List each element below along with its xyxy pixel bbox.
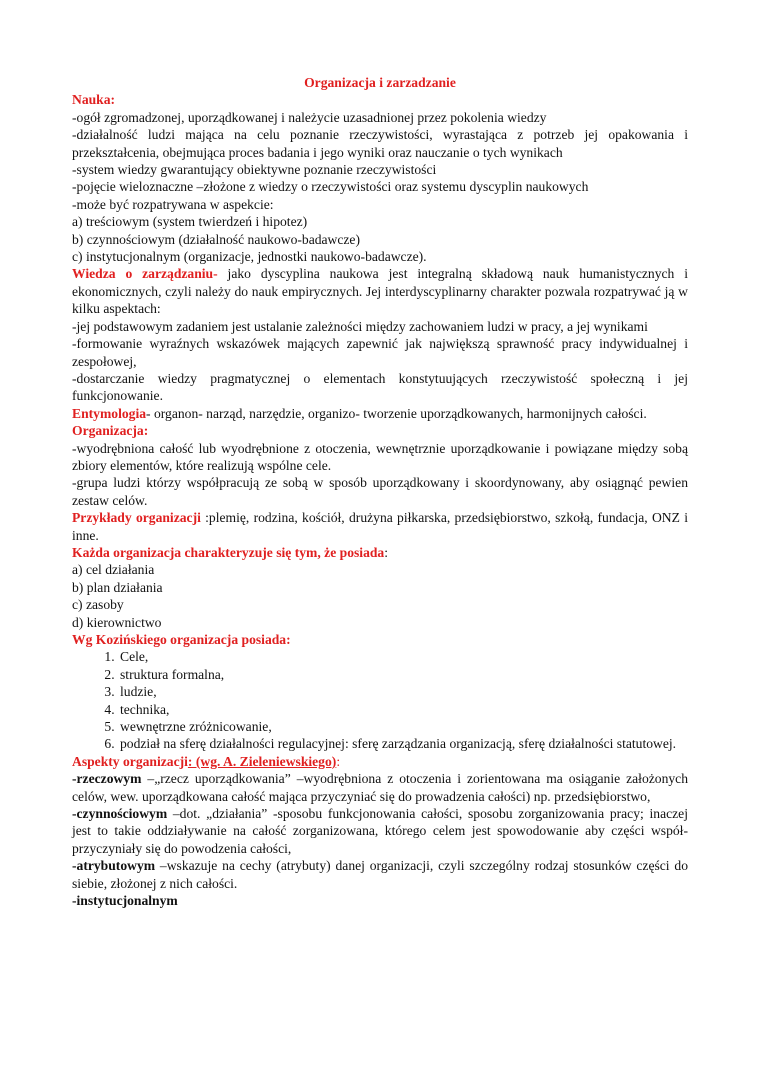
aspekt-text: –dot. „działania” -sposobu funkcjonowania całości, sposobu zorganizowania pracy; inaczej jest to takie oddziaływanie na całość zorganizowana, którego celem jest spowodowanie aby części współ-przyczyniały się do powodzenia całości, — [72, 806, 688, 856]
nauka-line: a) treściowym (system twierdzeń i hipotez) — [72, 214, 308, 230]
nauka-line: -ogół zgromadzonej, uporządkowanej i należycie uzasadnionej przez pokolenia wiedzy — [72, 109, 547, 125]
organizacja-line: -wyodrębniona całość lub wyodrębnione z otoczenia, wewnętrznie uporządkowanie i powiązane między sobą zbiory elementów, które realizują wspólne cele. — [72, 440, 688, 473]
wiedza-line: -dostarczanie wiedzy pragmatycznej o elementach konstytuujących rzeczywistość społeczną i jej funkcjonowanie. — [72, 370, 688, 404]
przyklady-paragraph — [72, 509, 688, 544]
wiedza-line: -jej podstawowym zadaniem jest ustalanie zależności między zachowaniem ludzi w pracy, a jej wynikami — [72, 318, 648, 334]
aspekty-colon: : — [336, 753, 341, 769]
kazda-item: a) cel działania — [72, 562, 155, 578]
kazda-heading-line — [72, 544, 688, 561]
organizacja-line: -grupa ludzi którzy współpracują ze sobą w sposób uporządkowany i skoordynowany, aby osiągnąć pewien zestaw celów. — [72, 475, 688, 508]
nauka-heading: Nauka: — [72, 92, 116, 108]
aspekty-heading: Aspekty organizacji — [72, 753, 188, 769]
kozinski-item: 4. technika, — [118, 701, 688, 718]
przyklady-text: :plemię, rodzina, kościół, drużyna piłkarska, przedsiębiorstwo, szkołą, fundacja, ONZ i inne. — [72, 510, 688, 543]
kazda-heading: Każda organizacja charakteryzuje się tym, że posiada — [72, 544, 385, 560]
wiedza-paragraph — [72, 265, 688, 317]
aspekt-term: -atrybutowym — [72, 858, 156, 874]
nauka-line: -może być rozpatrywana w aspekcie: — [72, 196, 274, 212]
aspekt-entry — [72, 770, 688, 805]
nauka-line: -pojęcie wieloznaczne –złożone z wiedzy o rzeczywistości oraz systemu dyscyplin naukowych — [72, 179, 589, 195]
aspekt-text: –„rzecz uporządkowania” –wyodrębniona z otoczenia i zorientowana ma osiąganie założonych celów, wew. uporządkowana całość mająca przyczyniać się do prowadzenia całości) np. przedsiębiorstwo, — [72, 771, 688, 804]
kazda-item: d) kierownictwo — [72, 614, 162, 630]
wiedza-text: jako dyscyplina naukowa jest integralną składową nauk humanistycznych i ekonomicznych, czyli należy do nauk empirycznych. Jej interdyscyplinarny charakter pozwala rozpatrywać ją w kilku aspektach: — [72, 266, 688, 317]
aspekty-heading-line — [72, 753, 688, 770]
kozinski-list — [72, 648, 688, 752]
przyklady-heading: Przykłady organizacji — [72, 510, 201, 526]
entymologia-text: - organon- narząd, narzędzie, organizo- tworzenie uporządkowanych, harmonijnych całości. — [146, 405, 647, 421]
aspekt-text: –wskazuje na cechy (atrybuty) danej organizacji, czyli szczególny rodzaj stosunków części do siebie, złożonej z nich całości. — [72, 858, 688, 891]
document-page — [72, 74, 688, 910]
nauka-line: -działalność ludzi mająca na celu poznanie rzeczywistości, wyrastająca z potrzeb jej opakowania i przekształcenia, obejmująca proces badania i jego wyniki oraz nauczanie o tych wynikach — [72, 127, 688, 160]
kozinski-item: 3. ludzie, — [118, 683, 688, 700]
aspekt-entry — [72, 892, 688, 909]
kazda-item: b) plan działania — [72, 579, 163, 595]
kazda-item: c) zasoby — [72, 597, 124, 613]
entymologia-paragraph — [72, 405, 688, 422]
kazda-colon: : — [384, 544, 388, 560]
wiedza-heading: Wiedza o zarządzaniu- — [72, 266, 218, 282]
kozinski-item: 2. struktura formalna, — [118, 666, 688, 683]
aspekt-term: -instytucjonalnym — [72, 893, 178, 909]
kozinski-item: 5. wewnętrzne zróżnicowanie, — [118, 718, 688, 735]
document-title: Organizacja i zarzadzanie — [304, 75, 456, 90]
nauka-line: c) instytucjonalnym (organizacje, jednostki naukowo-badawcze). — [72, 249, 427, 265]
kozinski-heading: Wg Kozińskiego organizacja posiada: — [72, 632, 291, 647]
aspekt-term: -czynnościowym — [72, 806, 168, 822]
aspekt-entry — [72, 805, 688, 857]
kozinski-item: 1. Cele, — [118, 648, 688, 665]
wiedza-line: -formowanie wyraźnych wskazówek mających zapewnić jak największą sprawność pracy indywidualnej i zespołowej, — [72, 336, 688, 369]
entymologia-heading: Entymologia — [72, 405, 147, 421]
nauka-line: -system wiedzy gwarantujący obiektywne poznanie rzeczywistości — [72, 162, 437, 178]
aspekt-term: -rzeczowym — [72, 771, 142, 787]
aspekt-entry — [72, 857, 688, 892]
organizacja-heading: Organizacja: — [72, 423, 149, 439]
aspekty-heading-ref: : (wg. A. Zieleniewskiego) — [187, 753, 337, 769]
nauka-line: b) czynnościowym (działalność naukowo-badawcze) — [72, 231, 360, 247]
kozinski-item: 6. podział na sferę działalności regulacyjnej: sferę zarządzania organizacją, sferę działalności statutowej. — [118, 735, 688, 752]
